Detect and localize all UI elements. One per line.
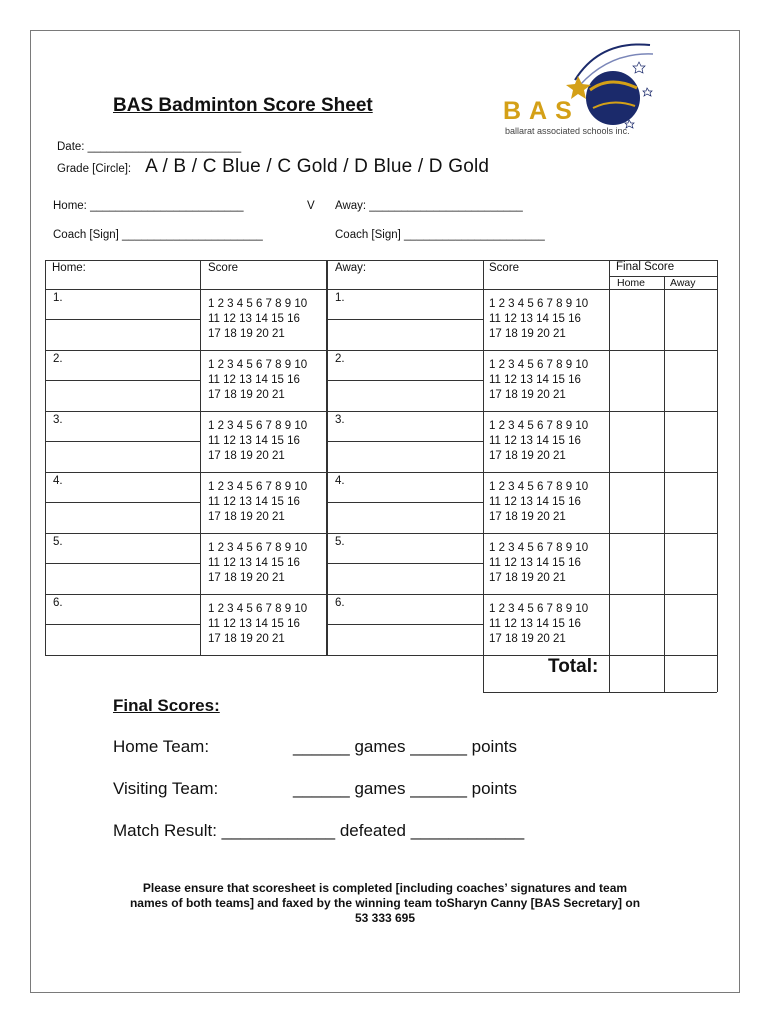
away-score-numbers[interactable]: 1 2 3 4 5 6 7 8 9 10 (489, 603, 589, 615)
home-score-numbers[interactable]: 1 2 3 4 5 6 7 8 9 10 (208, 603, 308, 615)
away-player-cell[interactable]: 4. (335, 475, 345, 487)
header-home: Home: (52, 262, 86, 274)
home-score-numbers[interactable]: 1 2 3 4 5 6 7 8 9 10 (208, 298, 308, 310)
home-score-numbers[interactable]: 17 18 19 20 21 (208, 450, 285, 462)
home-score-numbers[interactable]: 17 18 19 20 21 (208, 511, 285, 523)
table-rule-horizontal (45, 533, 717, 534)
notice-line: names of both teams] and faxed by the winning team toSharyn Canny [BAS Secretary] on (129, 896, 641, 910)
submission-notice (60, 881, 710, 926)
home-player-cell[interactable]: 2. (53, 353, 63, 365)
table-border-bottom (483, 692, 717, 693)
table-rule-vertical (483, 260, 484, 692)
away-score-numbers[interactable]: 17 18 19 20 21 (489, 633, 566, 645)
away-player-cell[interactable]: 2. (335, 353, 345, 365)
home-score-numbers[interactable]: 11 12 13 14 15 16 (208, 374, 300, 386)
away-score-numbers[interactable]: 11 12 13 14 15 16 (489, 618, 581, 630)
home-coach-sign-field[interactable]: Coach [Sign] ______________________ (53, 229, 263, 241)
date-field[interactable]: Date: ________________________ (57, 141, 242, 153)
away-coach-sign-field[interactable]: Coach [Sign] ______________________ (335, 229, 545, 241)
home-player-cell[interactable]: 6. (53, 597, 63, 609)
versus-label: V (307, 200, 315, 212)
away-player-cell[interactable]: 6. (335, 597, 345, 609)
away-score-numbers[interactable]: 1 2 3 4 5 6 7 8 9 10 (489, 298, 589, 310)
away-score-numbers[interactable]: 17 18 19 20 21 (489, 572, 566, 584)
total-label: Total: (548, 656, 599, 677)
table-rule-horizontal (45, 472, 717, 473)
table-rule-vertical (609, 260, 610, 692)
notice-line: Please ensure that scoresheet is completed [including coaches’ signatures and team (142, 881, 628, 895)
notice-line: 53 333 695 (354, 911, 416, 925)
player-name-divider (45, 441, 200, 442)
home-score-numbers[interactable]: 1 2 3 4 5 6 7 8 9 10 (208, 420, 308, 432)
header-final-away: Away (670, 277, 696, 289)
away-player-cell[interactable]: 3. (335, 414, 345, 426)
home-score-numbers[interactable]: 11 12 13 14 15 16 (208, 435, 300, 447)
player-name-divider (45, 380, 200, 381)
player-name-divider (45, 502, 200, 503)
away-score-numbers[interactable]: 1 2 3 4 5 6 7 8 9 10 (489, 542, 589, 554)
player-name-divider (327, 502, 483, 503)
player-name-divider (45, 319, 200, 320)
home-score-numbers[interactable]: 11 12 13 14 15 16 (208, 313, 300, 325)
header-away: Away: (335, 262, 367, 274)
home-team-result-field[interactable]: ______ games ______ points (293, 737, 518, 756)
match-result-field[interactable]: Match Result: ____________ defeated ____________ (113, 821, 525, 840)
player-name-divider (327, 380, 483, 381)
table-border-right (717, 260, 718, 692)
away-score-numbers[interactable]: 1 2 3 4 5 6 7 8 9 10 (489, 420, 589, 432)
table-rule-horizontal (45, 289, 717, 290)
home-player-cell[interactable]: 1. (53, 292, 63, 304)
grade-options[interactable]: A / B / C Blue / C Gold / D Blue / D Gold (145, 156, 490, 177)
visiting-team-result-field[interactable]: ______ games ______ points (293, 779, 518, 798)
home-player-cell[interactable]: 5. (53, 536, 63, 548)
home-score-numbers[interactable]: 11 12 13 14 15 16 (208, 496, 300, 508)
player-name-divider (327, 624, 483, 625)
home-score-numbers[interactable]: 1 2 3 4 5 6 7 8 9 10 (208, 542, 308, 554)
away-score-numbers[interactable]: 11 12 13 14 15 16 (489, 496, 581, 508)
home-score-numbers[interactable]: 1 2 3 4 5 6 7 8 9 10 (208, 359, 308, 371)
away-score-numbers[interactable]: 11 12 13 14 15 16 (489, 435, 581, 447)
table-rule-horizontal (45, 594, 717, 595)
grade-row (57, 156, 489, 178)
header-score-away: Score (489, 262, 520, 274)
home-player-cell[interactable]: 3. (53, 414, 63, 426)
home-score-numbers[interactable]: 17 18 19 20 21 (208, 389, 285, 401)
player-name-divider (327, 319, 483, 320)
home-score-numbers[interactable]: 11 12 13 14 15 16 (208, 557, 300, 569)
player-name-divider (327, 441, 483, 442)
away-score-numbers[interactable]: 17 18 19 20 21 (489, 511, 566, 523)
table-rule-horizontal (45, 350, 717, 351)
home-score-numbers[interactable]: 17 18 19 20 21 (208, 633, 285, 645)
table-rule-horizontal (45, 411, 717, 412)
away-score-numbers[interactable]: 17 18 19 20 21 (489, 389, 566, 401)
away-score-numbers[interactable]: 17 18 19 20 21 (489, 450, 566, 462)
table-rule-horizontal (45, 655, 717, 656)
away-score-numbers[interactable]: 1 2 3 4 5 6 7 8 9 10 (489, 359, 589, 371)
player-name-divider (45, 624, 200, 625)
player-name-divider (45, 563, 200, 564)
grade-label: Grade [Circle]: (57, 163, 132, 175)
logo-text: BAS (503, 97, 580, 125)
home-team-label: Home Team: (113, 737, 210, 756)
away-team-field[interactable]: Away: ________________________ (335, 200, 523, 212)
header-final-home: Home (617, 277, 646, 289)
away-player-cell[interactable]: 5. (335, 536, 345, 548)
logo-subtitle: ballarat associated schools inc. (505, 126, 630, 136)
player-name-divider (327, 563, 483, 564)
home-score-numbers[interactable]: 17 18 19 20 21 (208, 328, 285, 340)
away-score-numbers[interactable]: 11 12 13 14 15 16 (489, 313, 581, 325)
away-score-numbers[interactable]: 1 2 3 4 5 6 7 8 9 10 (489, 481, 589, 493)
final-scores-title: Final Scores: (113, 696, 220, 715)
home-score-numbers[interactable]: 1 2 3 4 5 6 7 8 9 10 (208, 481, 308, 493)
home-score-numbers[interactable]: 11 12 13 14 15 16 (208, 618, 300, 630)
away-score-numbers[interactable]: 11 12 13 14 15 16 (489, 374, 581, 386)
header-score-home: Score (208, 262, 239, 274)
home-team-field[interactable]: Home: ________________________ (53, 200, 244, 212)
header-final-score: Final Score (616, 261, 675, 273)
away-score-numbers[interactable]: 11 12 13 14 15 16 (489, 557, 581, 569)
page-title: BAS Badminton Score Sheet (113, 95, 373, 116)
away-player-cell[interactable]: 1. (335, 292, 345, 304)
visiting-team-label: Visiting Team: (113, 779, 219, 798)
table-rule-vertical (664, 276, 665, 692)
home-score-numbers[interactable]: 17 18 19 20 21 (208, 572, 285, 584)
table-rule-vertical (200, 260, 201, 655)
away-score-numbers[interactable]: 17 18 19 20 21 (489, 328, 566, 340)
home-player-cell[interactable]: 4. (53, 475, 63, 487)
